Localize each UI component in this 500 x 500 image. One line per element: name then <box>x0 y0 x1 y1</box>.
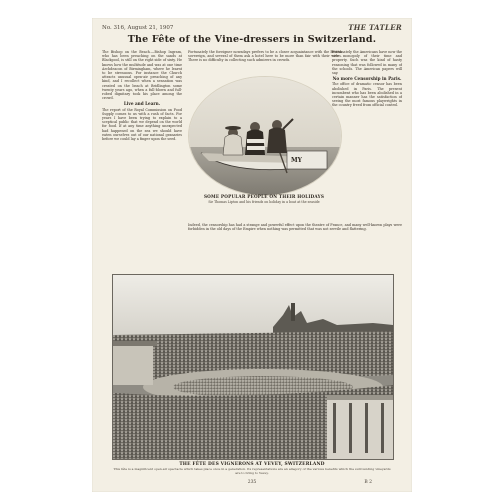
right-column-subhead: No more Censorship in Paris. <box>332 76 402 82</box>
bottom-paragraph: Indeed, the censorship has had a strange and powerful effect upon the theatre of France, and many well-known plays were forbidden in the old days of the Empire when nothing was permitted that was not servile and flattering. <box>188 223 402 232</box>
signature-mark: B 2 <box>364 480 372 485</box>
right-column-text-top: Fortunately the Americans have now the sole monopoly of their time and property. Such was the kind of hasty reasoning that was followed in many of the schools. The American papers will say. <box>332 50 402 76</box>
right-column <box>332 50 402 238</box>
article-title: The Fête of the Vine-dressers in Switzerland. <box>127 34 377 45</box>
issue-line: No. 316, August 21, 1907 <box>102 25 174 31</box>
left-column-subhead: Live and Learn. <box>123 101 161 107</box>
page-number: 235 <box>247 480 257 485</box>
holiday-photo-caption <box>188 194 340 204</box>
vevey-fete-photo <box>112 274 394 460</box>
holiday-photo-image <box>189 77 341 195</box>
publication-name: THE TATLER <box>348 23 402 32</box>
left-column <box>102 50 182 238</box>
page-header <box>102 22 402 34</box>
vevey-caption-title: THE FÊTE DES VIGNERONS AT VEVEY, SWITZERLAND <box>179 462 325 467</box>
right-column-text-bottom: The office of dramatic censor has been abolished in Paris. The present incumbent who has been abolished in a certain manner has the satisfaction of seeing the most famous playwrights in the country freed from official control. <box>332 82 402 108</box>
svg-text:MY: MY <box>291 157 302 164</box>
holiday-caption-title: SOME POPULAR PEOPLE ON THEIR HOLIDAYS <box>203 194 325 199</box>
middle-column-intro: Fortunately the foreigner nowadays prefers to be a closer acquaintance with the British sovereign, and several of them ask a hotel here to be more than fair with their wives. There is no difficulty in collecting such admirers in crowds. <box>188 50 342 63</box>
left-column-text-top: The Bishop on the Beach.—Bishop Ingram, who has been preaching on the sands at Blackpool, is still on the right side of sixty. He knows how the multitude and was at one time Archdeacon of Birmingham, where he learnt to be strenuous. For instance the Church attracts unusual open-air preaching of any kind, and I recollect when a sensation was created on the beach at Bridlington some twenty years ago, when a full-blown and full-robed dignitary took his place among the crowd. <box>102 50 182 101</box>
vevey-fete-image <box>113 275 393 459</box>
vevey-caption-subtitle: This fête is a magnificent open-air spectacle which takes place once in a generation. Its representations are an allegory of the various benefits which the surrounding vineyards are to bring to Vevey. <box>113 467 391 475</box>
left-column-text-bottom: The report of the Royal Commission on Food Supply comes to us with a rush of facts. For years I have been trying to explain to a sceptical public that we depend on the world for food. If at any time anything unexpected had happened on the sea we should have eaten ourselves out of our national granaries before we could lay a finger upon the seed. <box>102 107 182 142</box>
magazine-page <box>92 18 412 492</box>
holiday-photo <box>188 76 342 196</box>
holiday-caption-subtitle: Sir Thomas Lipton and his friends on holiday in a boat at the seaside <box>208 200 320 204</box>
vevey-fete-caption <box>112 462 392 476</box>
